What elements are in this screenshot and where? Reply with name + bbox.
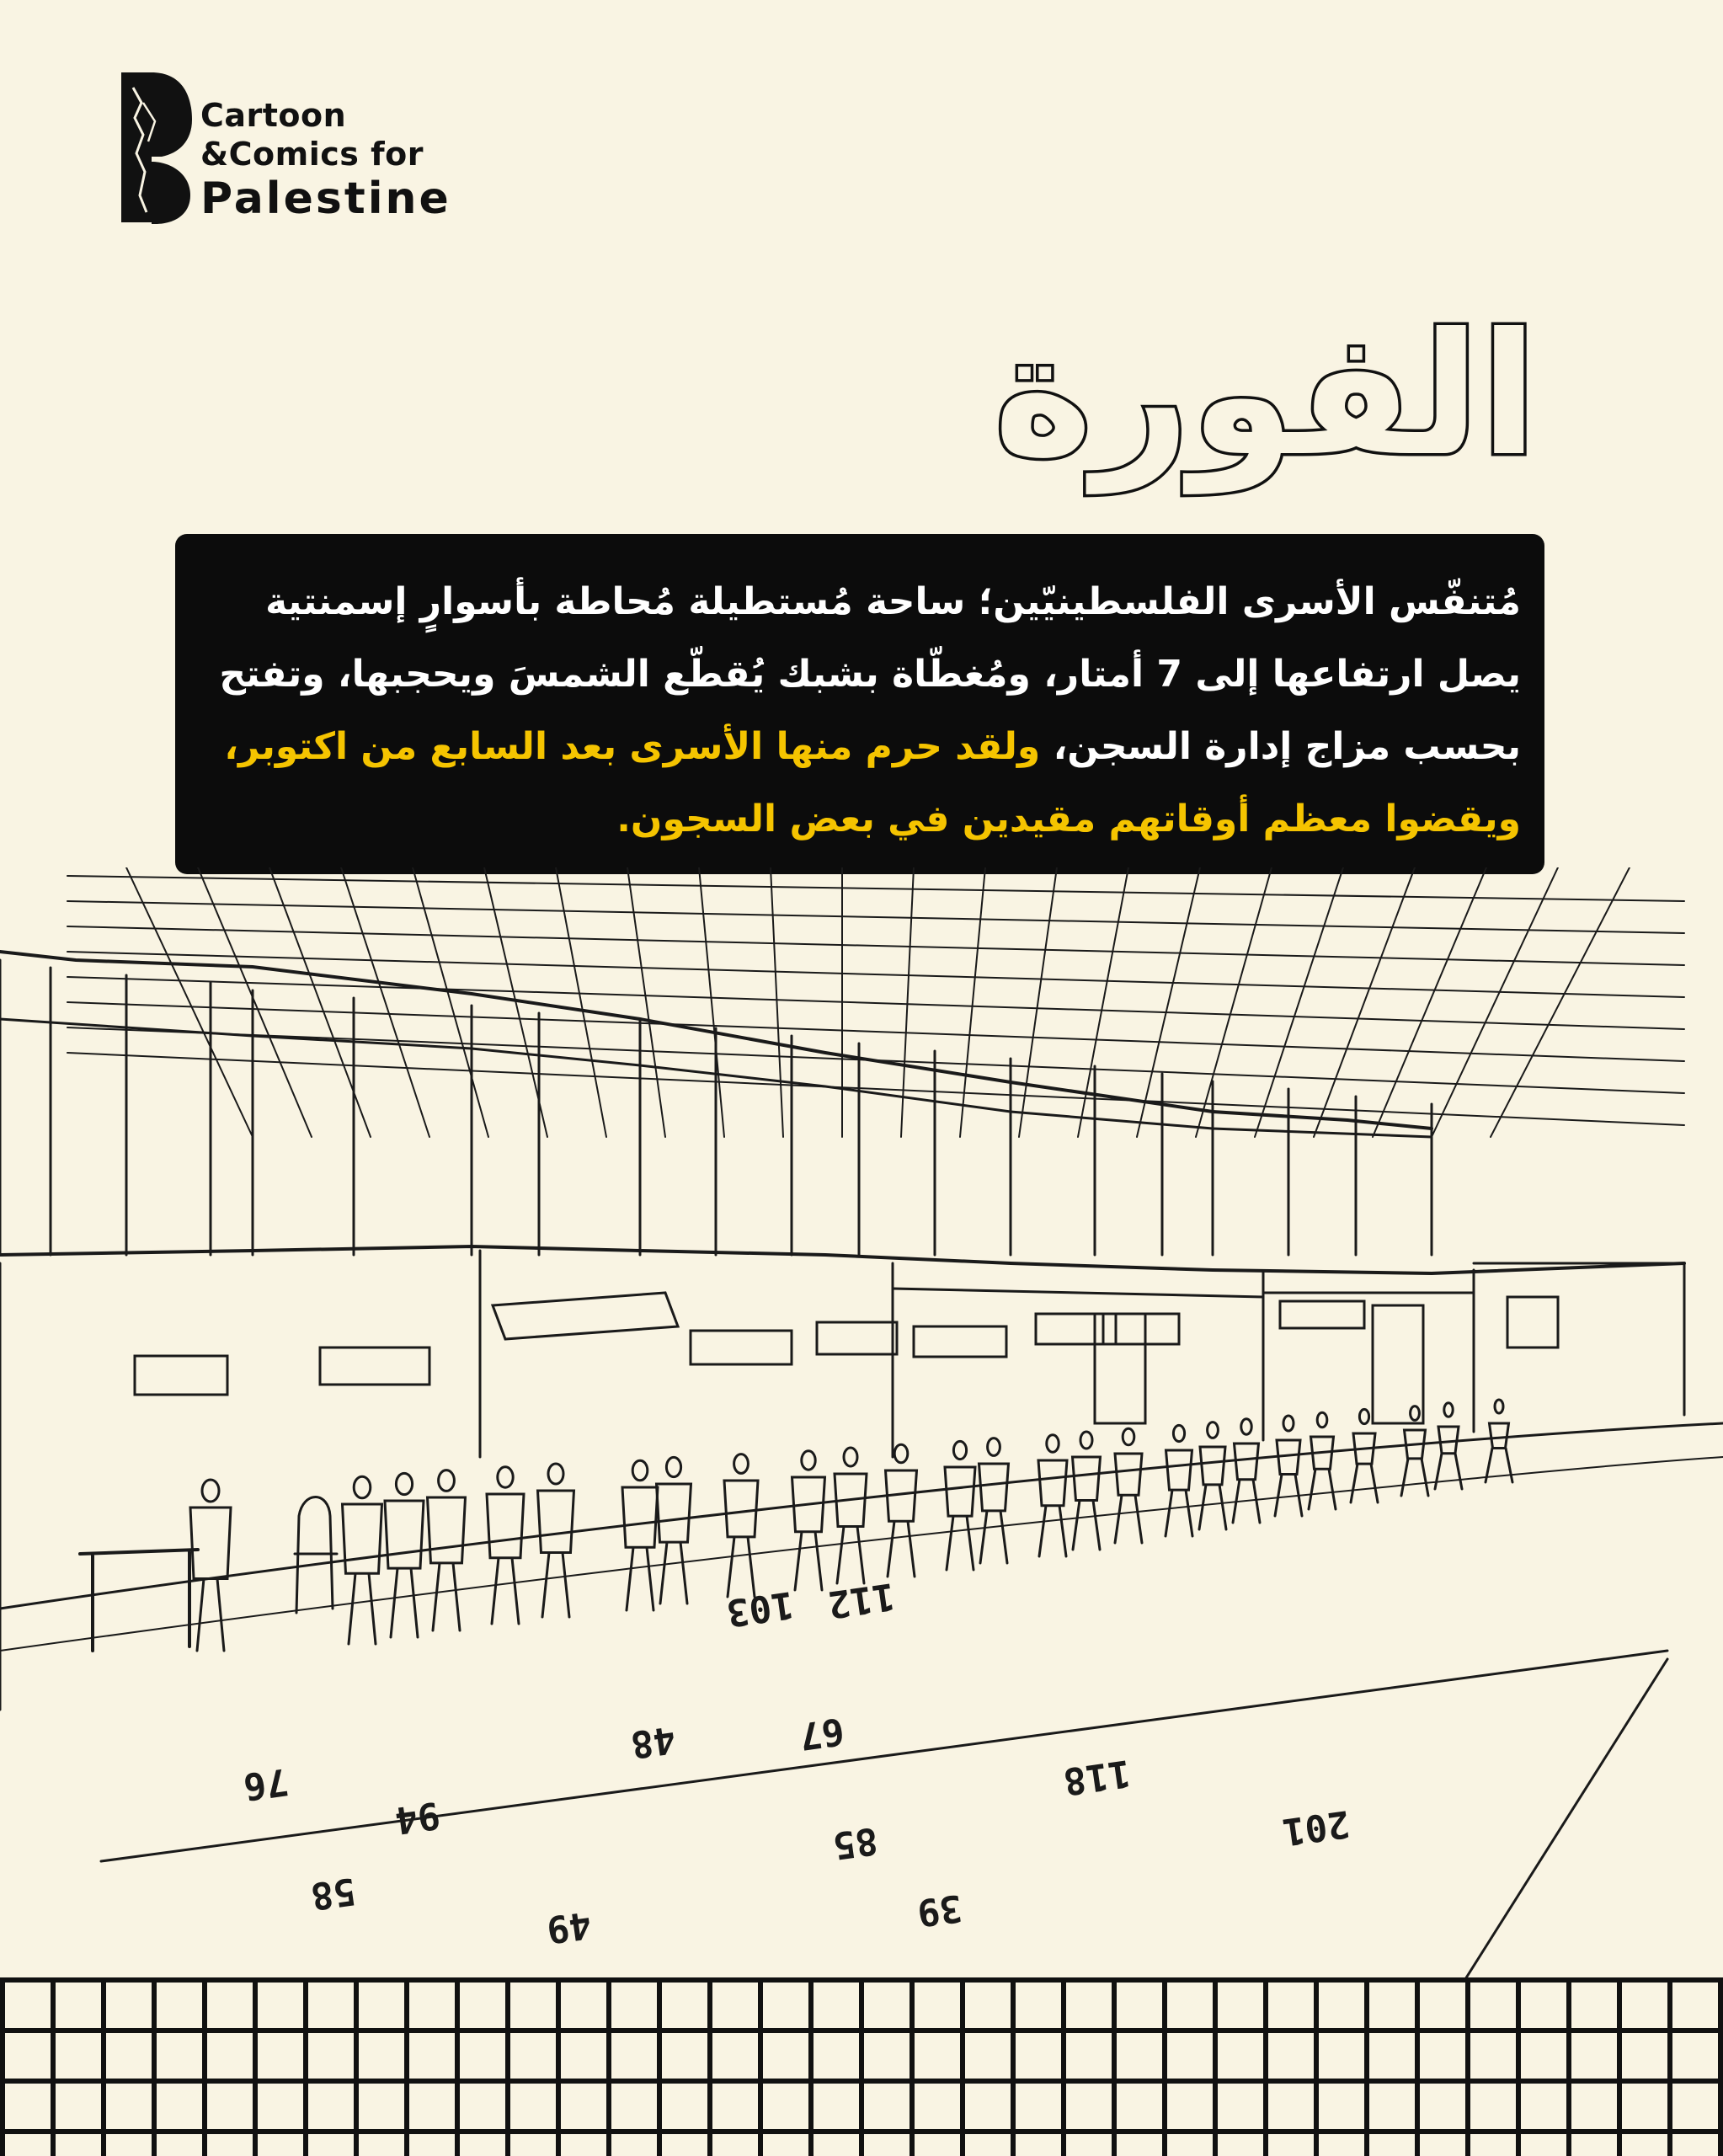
logo-text-comics: &Comics for	[200, 136, 424, 173]
prisoner-figure	[190, 1480, 231, 1651]
prisoner-figure	[835, 1448, 867, 1583]
overhead-net	[67, 867, 1684, 1137]
prisoner-figure	[886, 1444, 917, 1577]
floor-number: 58	[308, 1869, 359, 1918]
page-title: الفورة	[993, 297, 1538, 494]
prisoner-figure	[945, 1441, 975, 1570]
prisoner-figure	[1166, 1425, 1192, 1536]
prisoner-figure	[724, 1454, 758, 1597]
floor-number: 85	[830, 1818, 881, 1867]
floor-number: 67	[797, 1709, 847, 1758]
floor-number: 103	[723, 1582, 797, 1635]
prisoner-figure	[538, 1464, 574, 1617]
description-box	[175, 534, 1544, 874]
logo-text-cartoon: Cartoon	[200, 97, 347, 134]
prisoner-figure	[657, 1457, 691, 1604]
description-highlight: ولقد حرم منها الأسرى بعد السابع من اكتوبر، ويقضوا معظم أوقاتهم مقيدين في بعض السجون.	[224, 725, 1521, 841]
prisoner-figure	[1199, 1422, 1226, 1529]
prisoner-figure	[1275, 1416, 1302, 1516]
prisoner-figure	[487, 1467, 524, 1624]
palestine-map-logo-icon	[118, 69, 194, 226]
prisoner-figure	[1115, 1428, 1142, 1543]
prisoner-figure	[792, 1451, 825, 1590]
floor-number: 112	[824, 1574, 898, 1626]
floor-number: 118	[1060, 1751, 1134, 1803]
floor-number: 48	[628, 1717, 679, 1766]
prison-yard-sketch	[0, 867, 1723, 1979]
floor-number: 201	[1279, 1801, 1352, 1854]
prisoner-figure	[1486, 1400, 1512, 1482]
floor-number: 49	[544, 1903, 595, 1951]
prisoner-figure	[622, 1460, 658, 1610]
description-text: مُتنفّس الأسرى الفلسطينيّين؛ ساحة مُستطيلة مُحاطة بأسوارٍ إسمنتية يصل ارتفاعها إلى 7 أمتار، ومُغطّاة بشبك يُقطّع الشمسَ ويحجبها، وتفتح بحسب مزاج إدارة السجن،	[219, 580, 1521, 768]
prisoner-figure	[979, 1438, 1009, 1563]
prisoner-figure	[1435, 1403, 1462, 1489]
grid-pattern	[0, 1977, 1723, 2156]
floor-number: 94	[392, 1793, 443, 1842]
brand-logo	[118, 69, 488, 229]
floor-number: 76	[241, 1759, 291, 1808]
floor-number: 39	[915, 1886, 965, 1935]
logo-text-palestine: Palestine	[200, 173, 451, 224]
prisoner-figure	[1233, 1419, 1260, 1523]
prisoner-figure	[1038, 1435, 1067, 1556]
prisoner-figure	[1073, 1432, 1101, 1550]
